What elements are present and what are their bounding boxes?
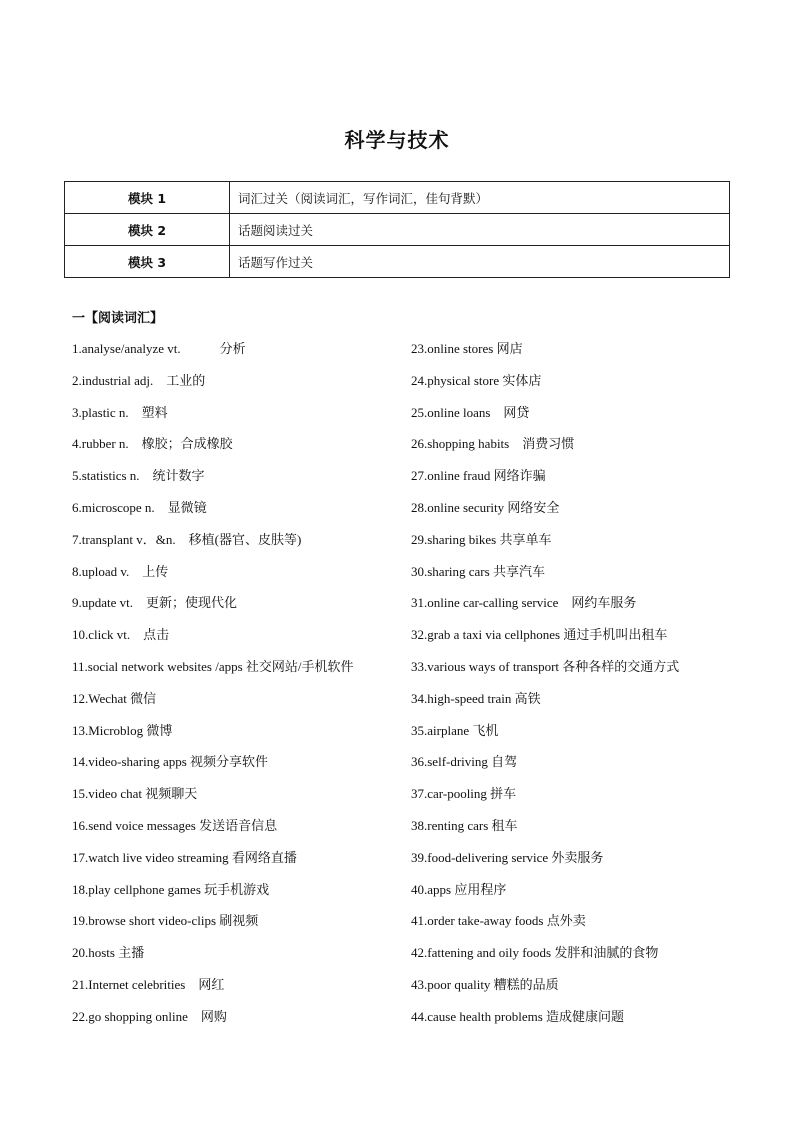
list-item: 41.order take-away foods 点外卖: [411, 913, 586, 929]
list-item: 10.click vt. 点击: [72, 627, 170, 643]
list-item: 34.high-speed train 高铁: [411, 690, 541, 706]
list-item: 9.update vt. 更新；使现代化: [72, 595, 238, 611]
list-item: 39.food-delivering service 外卖服务: [411, 849, 604, 865]
section-heading: 一【阅读词汇】: [72, 311, 164, 326]
module-name: 模块 3: [65, 246, 230, 278]
list-item: 26.shopping habits 消费习惯: [411, 436, 575, 452]
list-item: 4.rubber n. 橡胶；合成橡胶: [72, 436, 233, 452]
list-item: 6.microscope n. 显微镜: [72, 499, 207, 515]
list-item: 33.various ways of transport 各种各样的交通方式: [411, 658, 680, 674]
list-item: 15.video chat 视频聊天: [72, 786, 198, 802]
table-row: [65, 246, 730, 278]
list-item: 31.online car-calling service 网约车服务: [411, 595, 637, 611]
list-item: 35.airplane 飞机: [411, 722, 499, 738]
list-item: 22.go shopping online 网购: [72, 1008, 227, 1024]
list-item: 23.online stores 网店: [411, 341, 523, 356]
list-item: 21.Internet celebrities 网红: [72, 976, 225, 992]
module-description: 词汇过关（阅读词汇，写作词汇，佳句背默）: [230, 182, 730, 214]
list-item: 42.fattening and oily foods 发胖和油腻的食物: [411, 945, 659, 961]
list-item: 11.social network websites /apps 社交网站/手机软件: [72, 658, 354, 674]
list-item: 2.industrial adj. 工业的: [72, 372, 206, 388]
list-item: 36.self-driving 自驾: [411, 754, 518, 770]
list-item: 13.Microblog 微博: [72, 722, 173, 738]
module-name: 模块 1: [65, 182, 230, 214]
module-description: 话题写作过关: [230, 246, 730, 278]
table-row: [65, 182, 730, 214]
table-row: [65, 214, 730, 246]
list-item: 1.analyse/analyze vt. 分析: [72, 341, 246, 356]
list-item: 28.online security 网络安全: [411, 499, 560, 515]
module-description: 话题阅读过关: [230, 214, 730, 246]
vocab-list-left: [72, 339, 402, 1039]
list-item: 8.upload v. 上传: [72, 563, 169, 579]
list-item: 38.renting cars 租车: [411, 817, 518, 833]
list-item: 20.hosts 主播: [72, 945, 145, 961]
list-item: 17.watch live video streaming 看网络直播: [72, 849, 297, 865]
list-item: 29.sharing bikes 共享单车: [411, 531, 552, 547]
list-item: 18.play cellphone games 玩手机游戏: [72, 881, 270, 897]
list-item: 37.car-pooling 拼车: [411, 786, 517, 802]
list-item: 43.poor quality 糟糕的品质: [411, 976, 559, 992]
list-item: 14.video-sharing apps 视频分享软件: [72, 754, 269, 770]
vocab-list-right: [411, 339, 741, 1039]
list-item: 40.apps 应用程序: [411, 881, 507, 897]
list-item: 7.transplant v．&n. 移植(器官、皮肤等): [72, 531, 302, 547]
list-item: 44.cause health problems 造成健康问题: [411, 1008, 625, 1024]
list-item: 3.plastic n. 塑料: [72, 404, 168, 420]
list-item: 25.online loans 网贷: [411, 404, 530, 420]
list-item: 19.browse short video-clips 刷视频: [72, 913, 259, 929]
list-item: 30.sharing cars 共享汽车: [411, 563, 545, 579]
list-item: 12.Wechat 微信: [72, 690, 157, 706]
list-item: 16.send voice messages 发送语音信息: [72, 817, 278, 833]
module-name: 模块 2: [65, 214, 230, 246]
page-title: 科学与技术: [344, 128, 450, 152]
list-item: 27.online fraud 网络诈骗: [411, 468, 546, 484]
list-item: 32.grab a taxi via cellphones 通过手机叫出租车: [411, 627, 668, 643]
list-item: 5.statistics n. 统计数字: [72, 468, 205, 484]
list-item: 24.physical store 实体店: [411, 372, 542, 388]
module-table: [64, 181, 730, 278]
